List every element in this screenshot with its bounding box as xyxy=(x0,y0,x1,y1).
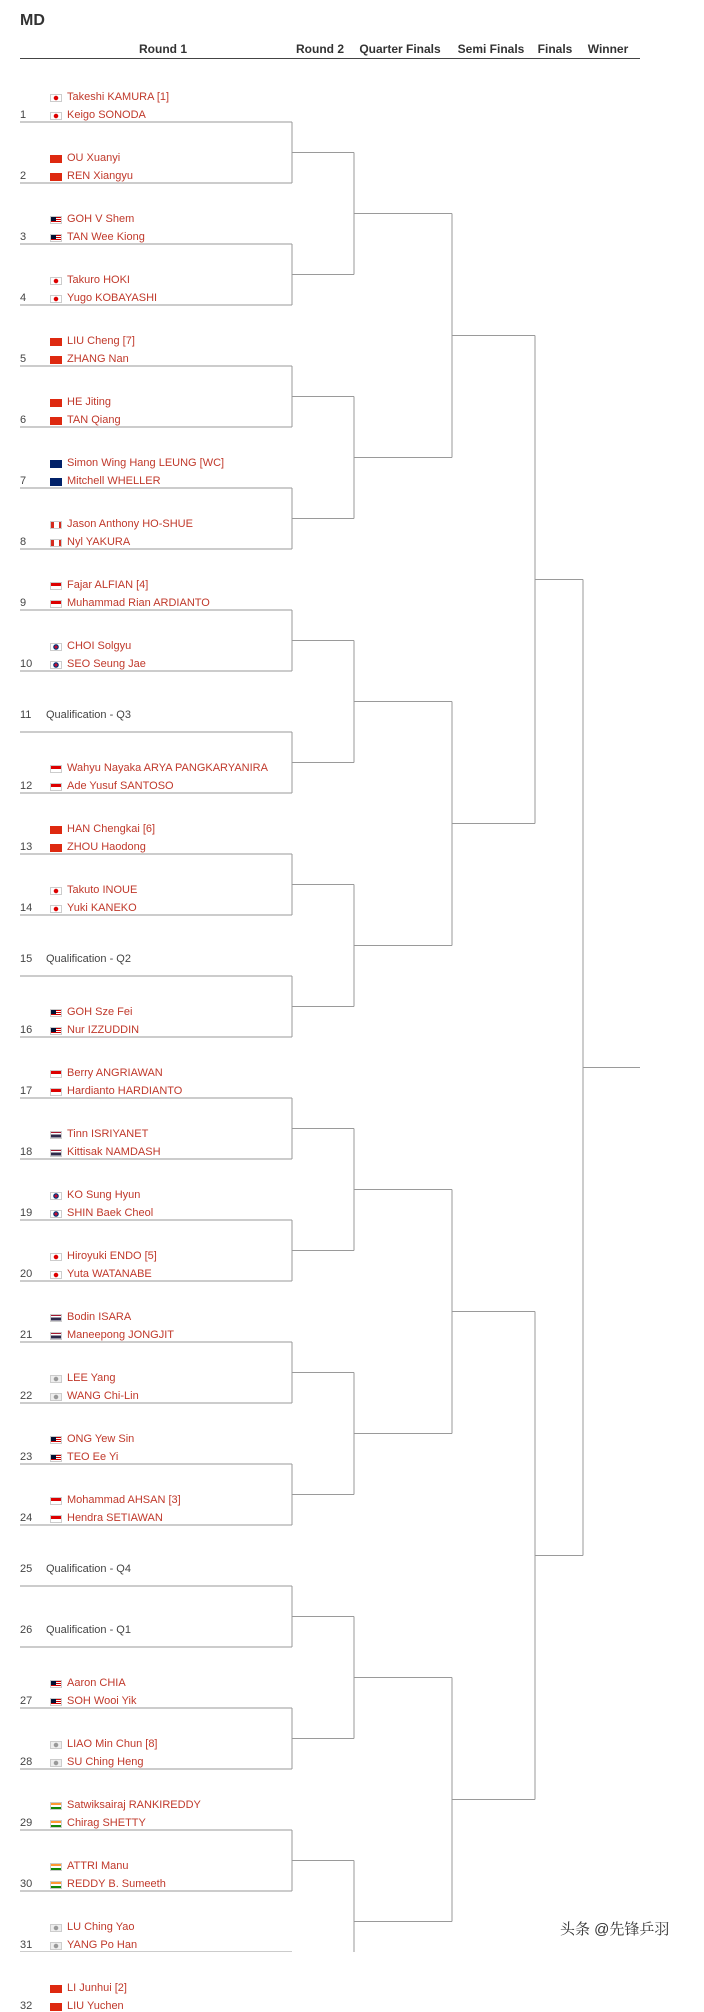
player-name-link[interactable]: Hiroyuki ENDO [5] xyxy=(67,1250,157,1262)
jp-flag-icon xyxy=(50,112,62,120)
qualifier-label: Qualification - Q2 xyxy=(46,953,131,965)
cn-flag-icon xyxy=(50,155,62,163)
in-flag-icon xyxy=(50,1863,62,1871)
slot-number: 7 xyxy=(20,475,27,487)
tpe-flag-icon xyxy=(50,1942,62,1950)
player-name-link[interactable]: REN Xiangyu xyxy=(67,170,134,182)
slot-number: 17 xyxy=(20,1085,33,1097)
player-name-link[interactable]: HAN Chengkai [6] xyxy=(67,823,156,835)
tpe-flag-icon xyxy=(50,1924,62,1932)
cn-flag-icon xyxy=(50,417,62,425)
player-name-link[interactable]: ONG Yew Sin xyxy=(67,1433,135,1445)
player-name-link[interactable]: TAN Qiang xyxy=(67,414,121,426)
header-semi-finals: Semi Finals xyxy=(457,42,525,56)
player-name-link[interactable]: LU Ching Yao xyxy=(67,1921,135,1933)
player-name-link[interactable]: YANG Po Han xyxy=(67,1939,138,1951)
slot-number: 25 xyxy=(20,1563,33,1575)
player-name-link[interactable]: GOH V Shem xyxy=(67,213,135,225)
kr-flag-icon xyxy=(50,1192,62,1200)
jp-flag-icon xyxy=(50,94,62,102)
id-flag-icon xyxy=(50,1497,62,1505)
jp-flag-icon xyxy=(50,905,62,913)
slot-number: 14 xyxy=(20,902,33,914)
player-name-link[interactable]: Yuki KANEKO xyxy=(67,902,137,914)
cn-flag-icon xyxy=(50,399,62,407)
cn-flag-icon xyxy=(50,826,62,834)
my-flag-icon xyxy=(50,1680,62,1688)
in-flag-icon xyxy=(50,1802,62,1810)
tpe-flag-icon xyxy=(50,1393,62,1401)
slot-number: 24 xyxy=(20,1512,33,1524)
player-name-link[interactable]: Nur IZZUDDIN xyxy=(67,1024,140,1036)
player-name-link[interactable]: LI Junhui [2] xyxy=(67,1982,127,1994)
player-name-link[interactable]: Takuto INOUE xyxy=(67,884,138,896)
player-name-link[interactable]: CHOI Solgyu xyxy=(67,640,132,652)
my-flag-icon xyxy=(50,1698,62,1706)
player-name-link[interactable]: REDDY B. Sumeeth xyxy=(67,1878,166,1890)
kr-flag-icon xyxy=(50,643,62,651)
page-title: MD xyxy=(20,12,45,29)
in-flag-icon xyxy=(50,1820,62,1828)
cn-flag-icon xyxy=(50,338,62,346)
player-name-link[interactable]: Mohammad AHSAN [3] xyxy=(67,1494,181,1506)
tpe-flag-icon xyxy=(50,1741,62,1749)
slot-number: 3 xyxy=(20,231,27,243)
id-flag-icon xyxy=(50,1088,62,1096)
qualifier-label: Qualification - Q4 xyxy=(46,1563,131,1575)
slot-number: 19 xyxy=(20,1207,33,1219)
player-name-link[interactable]: ZHOU Haodong xyxy=(67,841,146,853)
slot-number: 8 xyxy=(20,536,27,548)
player-name-link[interactable]: OU Xuanyi xyxy=(67,152,121,164)
player-name-link[interactable]: Aaron CHIA xyxy=(67,1677,126,1689)
player-name-link[interactable]: LIU Yuchen xyxy=(67,2000,124,2012)
player-name-link[interactable]: TEO Ee Yi xyxy=(67,1451,119,1463)
player-name-link[interactable]: LIAO Min Chun [8] xyxy=(67,1738,158,1750)
kr-flag-icon xyxy=(50,1210,62,1218)
tpe-flag-icon xyxy=(50,1759,62,1767)
cn-flag-icon xyxy=(50,1985,62,1993)
player-name-link[interactable]: Jason Anthony HO-SHUE xyxy=(67,518,193,530)
my-flag-icon xyxy=(50,1009,62,1017)
player-name-link[interactable]: Yuta WATANABE xyxy=(67,1268,152,1280)
player-name-link[interactable]: SHIN Baek Cheol xyxy=(67,1207,154,1219)
player-name-link[interactable]: Chirag SHETTY xyxy=(67,1817,146,1829)
player-name-link[interactable]: KO Sung Hyun xyxy=(67,1189,141,1201)
player-name-link[interactable]: SEO Seung Jae xyxy=(67,658,146,670)
cn-flag-icon xyxy=(50,173,62,181)
slot-number: 16 xyxy=(20,1024,33,1036)
player-name-link[interactable]: Hendra SETIAWAN xyxy=(67,1512,163,1524)
id-flag-icon xyxy=(50,1070,62,1078)
jp-flag-icon xyxy=(50,277,62,285)
player-name-link[interactable]: Muhammad Rian ARDIANTO xyxy=(67,597,210,609)
th-flag-icon xyxy=(50,1314,62,1322)
jp-flag-icon xyxy=(50,887,62,895)
slot-number: 31 xyxy=(20,1939,33,1951)
player-name-link[interactable]: LIU Cheng [7] xyxy=(67,335,135,347)
tpe-flag-icon xyxy=(50,1375,62,1383)
th-flag-icon xyxy=(50,1131,62,1139)
slot-number: 30 xyxy=(20,1878,33,1890)
player-name-link[interactable]: HE Jiting xyxy=(67,396,112,408)
player-name-link[interactable]: WANG Chi-Lin xyxy=(67,1390,139,1402)
cn-flag-icon xyxy=(50,2003,62,2011)
slot-number: 12 xyxy=(20,780,33,792)
id-flag-icon xyxy=(50,1515,62,1523)
player-name-link[interactable]: Satwiksairaj RANKIREDDY xyxy=(67,1799,201,1811)
watermark: 头条 @先锋乒羽 xyxy=(560,1921,670,1938)
slot-number: 20 xyxy=(20,1268,33,1280)
player-name-link[interactable]: LEE Yang xyxy=(67,1372,116,1384)
header-finals: Finals xyxy=(537,42,573,56)
qualifier-label: Qualification - Q3 xyxy=(46,709,131,721)
player-name-link[interactable]: Simon Wing Hang LEUNG [WC] xyxy=(67,457,225,469)
header-round-1: Round 1 xyxy=(139,42,187,56)
slot-number: 22 xyxy=(20,1390,33,1402)
player-name-link[interactable]: Wahyu Nayaka ARYA PANGKARYANIRA xyxy=(67,762,268,774)
id-flag-icon xyxy=(50,600,62,608)
my-flag-icon xyxy=(50,234,62,242)
slot-number: 10 xyxy=(20,658,33,670)
ca-flag-icon xyxy=(50,521,62,529)
slot-number: 5 xyxy=(20,353,27,365)
slot-number: 1 xyxy=(20,109,27,121)
slot-number: 4 xyxy=(20,292,27,304)
player-name-link[interactable]: GOH Sze Fei xyxy=(67,1006,133,1018)
jp-flag-icon xyxy=(50,1271,62,1279)
player-name-link[interactable]: Takeshi KAMURA [1] xyxy=(67,91,170,103)
slot-number: 28 xyxy=(20,1756,33,1768)
slot-number: 21 xyxy=(20,1329,33,1341)
slot-number: 29 xyxy=(20,1817,33,1829)
player-name-link[interactable]: SU Ching Heng xyxy=(67,1756,144,1768)
id-flag-icon xyxy=(50,582,62,590)
slot-number: 27 xyxy=(20,1695,33,1707)
player-name-link[interactable]: ZHANG Nan xyxy=(67,353,129,365)
cn-flag-icon xyxy=(50,844,62,852)
in-flag-icon xyxy=(50,1881,62,1889)
kr-flag-icon xyxy=(50,661,62,669)
header-quarter-finals: Quarter Finals xyxy=(359,42,441,56)
qualifier-label: Qualification - Q1 xyxy=(46,1624,131,1636)
player-name-link[interactable]: Hardianto HARDIANTO xyxy=(67,1085,183,1097)
slot-number: 23 xyxy=(20,1451,33,1463)
au-flag-icon xyxy=(50,460,62,468)
my-flag-icon xyxy=(50,1436,62,1444)
id-flag-icon xyxy=(50,783,62,791)
slot-number: 2 xyxy=(20,170,27,182)
th-flag-icon xyxy=(50,1149,62,1157)
header-round-2: Round 2 xyxy=(296,42,344,56)
jp-flag-icon xyxy=(50,295,62,303)
player-name-link[interactable]: Kittisak NAMDASH xyxy=(67,1146,161,1158)
slot-number: 15 xyxy=(20,953,33,965)
player-name-link[interactable]: Yugo KOBAYASHI xyxy=(67,292,158,304)
player-name-link[interactable]: Ade Yusuf SANTOSO xyxy=(67,780,174,792)
slot-number: 18 xyxy=(20,1146,33,1158)
ca-flag-icon xyxy=(50,539,62,547)
player-name-link[interactable]: Berry ANGRIAWAN xyxy=(67,1067,163,1079)
jp-flag-icon xyxy=(50,1253,62,1261)
cn-flag-icon xyxy=(50,356,62,364)
player-name-link[interactable]: Mitchell WHELLER xyxy=(67,475,161,487)
player-name-link[interactable]: TAN Wee Kiong xyxy=(67,231,145,243)
slot-number: 26 xyxy=(20,1624,33,1636)
slot-number: 11 xyxy=(20,709,32,721)
th-flag-icon xyxy=(50,1332,62,1340)
player-name-link[interactable]: Fajar ALFIAN [4] xyxy=(67,579,149,591)
player-name-link[interactable]: ATTRI Manu xyxy=(67,1860,129,1872)
player-name-link[interactable]: Keigo SONODA xyxy=(67,109,146,121)
my-flag-icon xyxy=(50,1454,62,1462)
id-flag-icon xyxy=(50,765,62,773)
my-flag-icon xyxy=(50,216,62,224)
slot-number: 32 xyxy=(20,2000,33,2012)
player-name-link[interactable]: Maneepong JONGJIT xyxy=(67,1329,174,1341)
my-flag-icon xyxy=(50,1027,62,1035)
player-name-link[interactable]: SOH Wooi Yik xyxy=(67,1695,137,1707)
slot-number: 6 xyxy=(20,414,27,426)
header-winner: Winner xyxy=(587,42,629,56)
player-name-link[interactable]: Nyl YAKURA xyxy=(67,536,131,548)
slot-number: 9 xyxy=(20,597,27,609)
au-flag-icon xyxy=(50,478,62,486)
player-name-link[interactable]: Tinn ISRIYANET xyxy=(67,1128,149,1140)
slot-number: 13 xyxy=(20,841,33,853)
player-name-link[interactable]: Takuro HOKI xyxy=(67,274,130,286)
player-name-link[interactable]: Bodin ISARA xyxy=(67,1311,132,1323)
